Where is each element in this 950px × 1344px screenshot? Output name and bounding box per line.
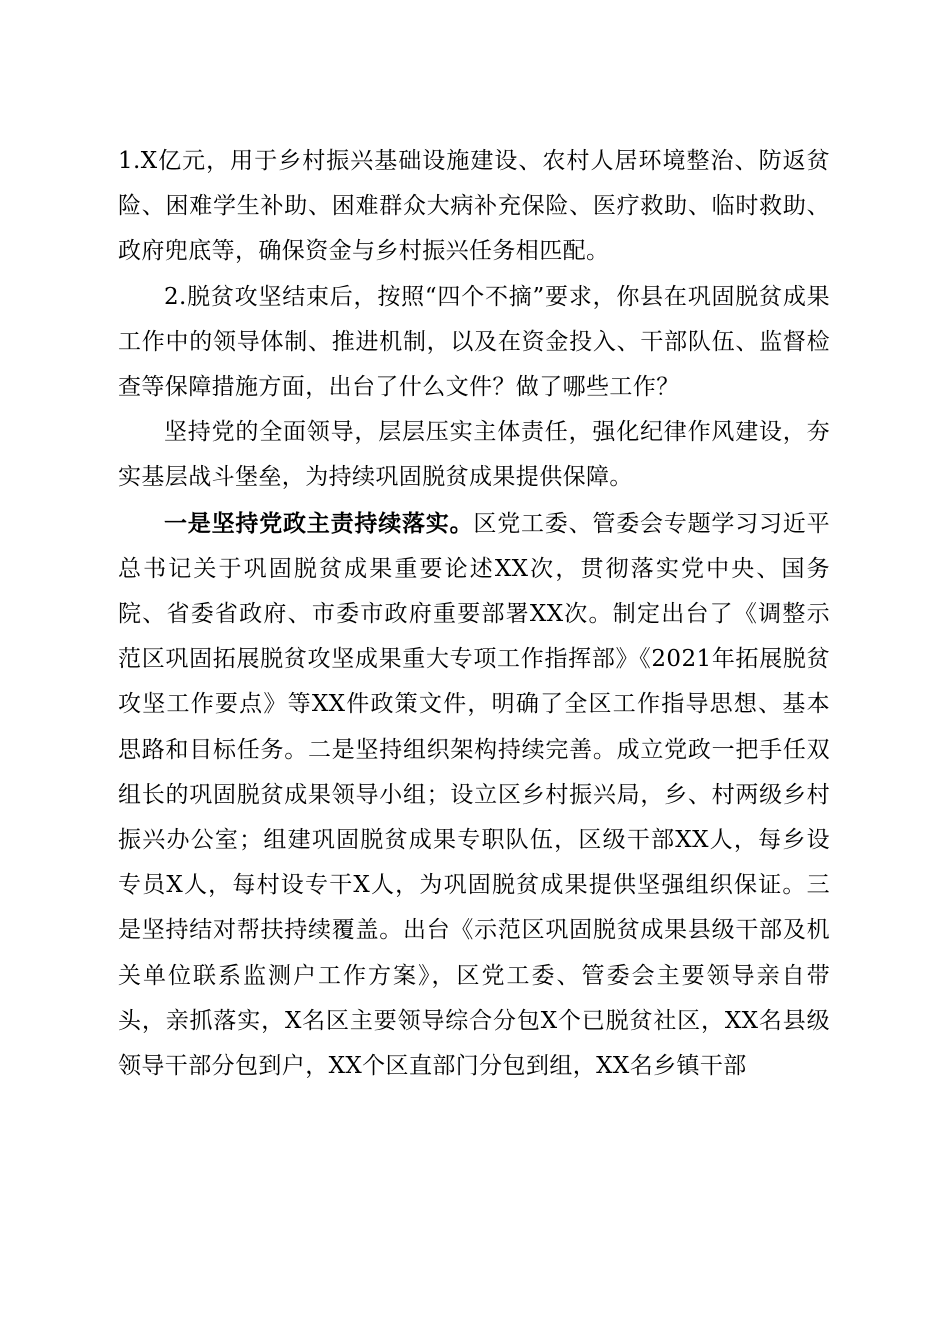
paragraph-4-body: 区党工委、管委会专题学习习近平总书记关于巩固脱贫成果重要论述XX次，贯彻落实党中央、国务院、省委省政府、市委市政府重要部署XX次。制定出台了《调整示范区巩固拓展脱贫攻坚成果重大专项工作指挥部》《2021年拓展脱贫攻坚工作要点》等XX件政策文件，明确了全区工作指导思想、基本思路和目标任务。二是坚持组织架构持续完善。成立党政一把手任双组长的巩固脱贫成果领导小组；设立区乡村振兴局，乡、村两级乡村振兴办公室；组建巩固脱贫成果专职队伍，区级干部XX人，每乡设专员X人，每村设专干X人，为巩固脱贫成果提供坚强组织保证。三是坚持结对帮扶持续覆盖。出台《示范区巩固脱贫成果县级干部及机关单位联系监测户工作方案》，区党工委、管委会主要领导亲自带头，亲抓落实，X名区主要领导综合分包X个已脱贫社区，XX名县级领导干部分包到户，XX个区直部门分包到组，XX名乡镇干部	[118, 510, 831, 1080]
paragraph-4	[118, 501, 830, 1090]
paragraph-3: 坚持党的全面领导，层层压实主体责任，强化纪律作风建设，夯实基层战斗堡垒，为持续巩固脱贫成果提供保障。	[118, 419, 830, 491]
paragraph-4-lead: 一是坚持党政主责持续落实。	[164, 509, 474, 537]
paragraph-1: 1.X亿元，用于乡村振兴基础设施建设、农村人居环境整治、防返贫险、困难学生补助、困难群众大病补充保险、医疗救助、临时救助、政府兜底等，确保资金与乡村振兴任务相匹配。	[118, 148, 830, 265]
document-body	[118, 139, 830, 1089]
paragraph-2: 2.脱贫攻坚结束后，按照“四个不摘”要求，你县在巩固脱贫成果工作中的领导体制、推进机制，以及在资金投入、干部队伍、监督检查等保障措施方面，出台了什么文件？做了哪些工作？	[118, 283, 830, 401]
